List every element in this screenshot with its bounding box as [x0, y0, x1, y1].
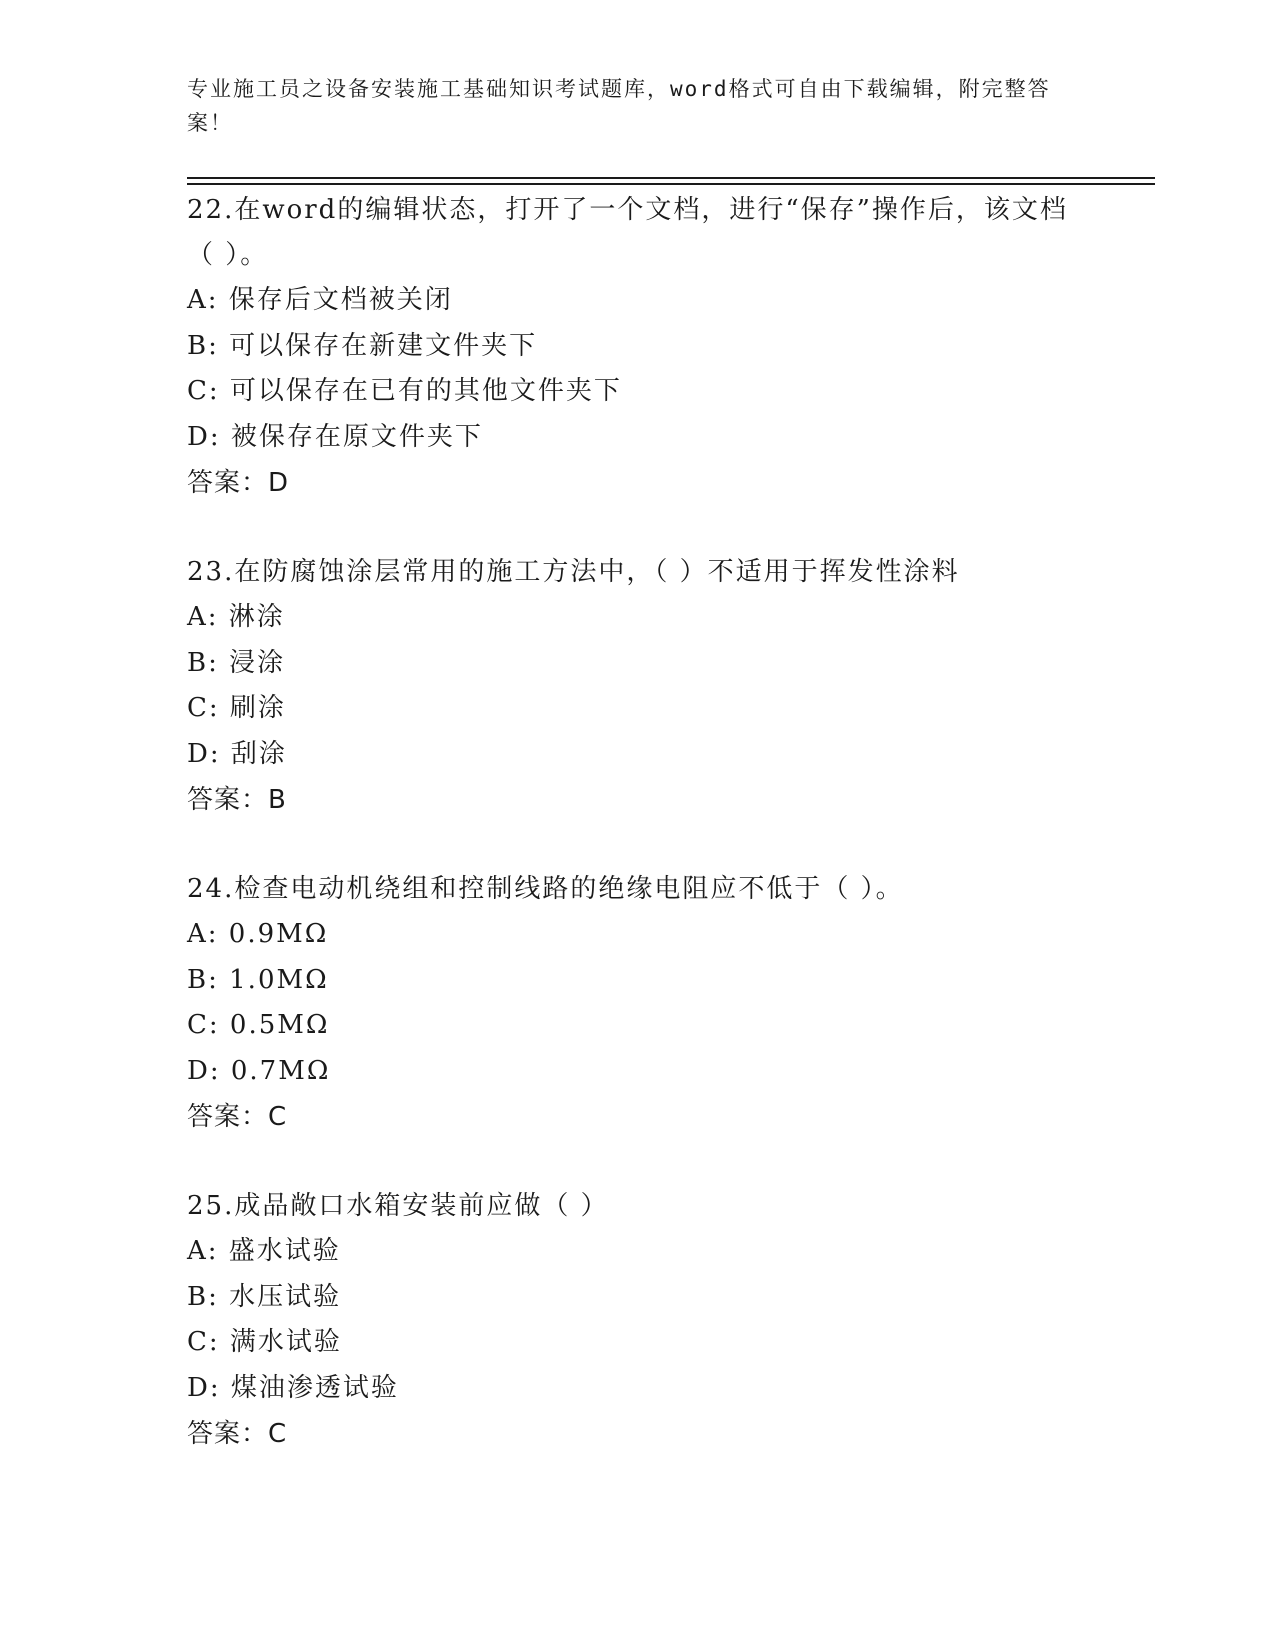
header-divider-top: [187, 177, 1155, 179]
option-d: D: 0.7MΩ: [187, 1055, 331, 1086]
answer-line: 答案：B: [187, 785, 287, 815]
question-text: 25.成品敞口水箱安装前应做（ ）: [187, 1191, 609, 1221]
option-d: D: 煤油渗透试验: [187, 1372, 399, 1403]
option-b: B: 可以保存在新建文件夹下: [187, 330, 538, 361]
option-c: C: 0.5MΩ: [187, 1010, 330, 1040]
option-d: D: 刮涂: [187, 738, 287, 769]
option-b: B: 浸涂: [187, 647, 286, 678]
question-22: [187, 188, 1087, 506]
answer-line: 答案：D: [187, 468, 290, 498]
option-a: A: 淋涂: [187, 602, 285, 632]
question-list: [187, 188, 1087, 1457]
option-b: B: 水压试验: [187, 1281, 342, 1312]
question-text: 24.检查电动机绕组和控制线路的绝缘电阻应不低于（ ）。: [187, 874, 904, 904]
option-a: A: 0.9MΩ: [187, 919, 329, 949]
header-divider-bottom: [187, 183, 1155, 185]
option-a: A: 盛水试验: [187, 1236, 341, 1266]
answer-line: 答案：C: [187, 1419, 288, 1449]
option-c: C: 可以保存在已有的其他文件夹下: [187, 376, 622, 406]
question-text: 22.在word的编辑状态，打开了一个文档，进行“保存”操作后，该文档（ ）。: [187, 195, 1068, 270]
question-text: 23.在防腐蚀涂层常用的施工方法中，（ ）不适用于挥发性涂料: [187, 557, 960, 587]
question-23: [187, 550, 1087, 823]
question-24: [187, 867, 1087, 1140]
document-header: 专业施工员之设备安装施工基础知识考试题库，word格式可自由下载编辑，附完整答案！: [187, 77, 1051, 135]
option-a: A: 保存后文档被关闭: [187, 285, 453, 315]
option-d: D: 被保存在原文件夹下: [187, 421, 483, 452]
option-c: C: 刷涂: [187, 693, 286, 723]
option-c: C: 满水试验: [187, 1327, 342, 1357]
option-b: B: 1.0MΩ: [187, 964, 329, 995]
question-25: [187, 1184, 1087, 1457]
answer-line: 答案：C: [187, 1102, 288, 1132]
